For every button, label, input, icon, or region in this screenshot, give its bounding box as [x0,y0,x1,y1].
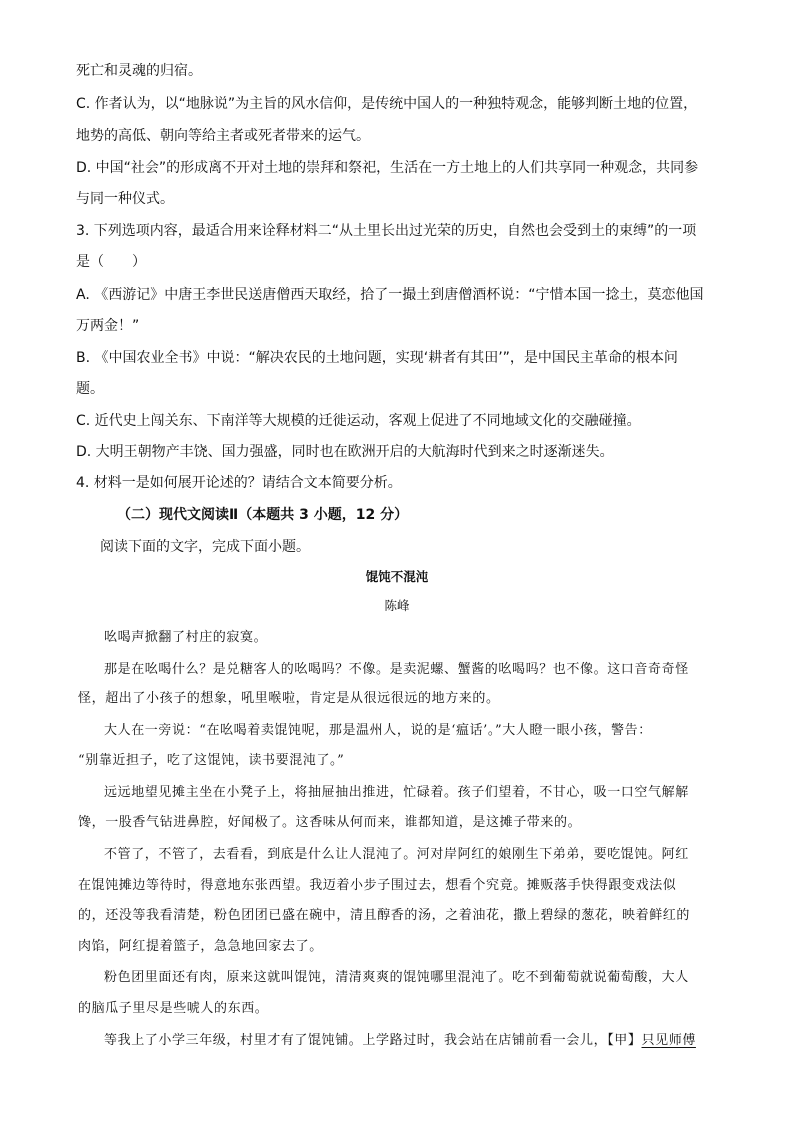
story-paragraph-line: 怪，超出了小孩子的想象，吼里喉啦，肯定是从很远很远的地方来的。 [78,691,500,706]
story-author: 陈峰 [384,598,410,613]
story-paragraph-line: “别靠近担子，吃了这馄饨，读书要混沌了。” [78,753,345,768]
question-3-option-a: A. 《西游记》中唐王李世民送唐僧西天取经，拾了一撮土到唐僧酒杯说：“宁惜本国一捻土，莫恋他国 [76,287,704,303]
question-4: 4. 材料一是如何展开论述的？请结合文本简要分析。 [76,475,402,491]
question-3-option-b: B. 《中国农业全书》中说：“解决农民的土地问题，实现‘耕者有其田’”，是中国民主革命的根本问 [76,350,678,366]
question-3-option-c: C. 近代史上闯关东、下南洋等大规模的迁徙运动，客观上促进了不同地域文化的交融碰撞。 [76,413,641,429]
story-paragraph-line: 肉馅，阿红提着篮子，急急地回家去了。 [78,939,323,954]
story-paragraph-text: 等我上了小学三年级，村里才有了馄饨铺。上学路过时，我会站在店铺前看一会儿，【甲】 [104,1033,642,1048]
story-paragraph-line: 不管了，不管了，去看看，到底是什么让人混沌了。河对岸阿红的娘刚生下弟弟，要吃馄饨。阿红 [104,847,689,862]
story-paragraph-line: 在馄饨摊边等待时，得意地东张西望。我迈着小步子围过去，想看个究竟。摊贩落手快得跟变戏法似 [78,878,677,893]
section-heading: （二）现代文阅读Ⅱ（本题共 3 小题，12 分） [117,507,409,523]
story-paragraph-line: 远远地望见摊主坐在小凳子上，将抽屉抽出推进，忙碌着。孩子们望着，不甘心，吸一口空气解解 [104,785,689,800]
question-3-option-b-continued: 题。 [76,381,104,397]
story-paragraph-line: 的，还没等我看清楚，粉色团团已盛在碗中，清且醇香的汤，之着油花，撒上碧绿的葱花，映着鲜红的 [78,908,691,923]
story-last-line [104,1031,696,1051]
option-c-line: C. 作者认为，以“地脉说”为主旨的风水信仰，是传统中国人的一种独特观念，能够判断土地的位置， [76,96,698,112]
story-paragraph-line: 那是在吆喝什么？是兑糖客人的吆喝吗？不像。是卖泥螺、蟹酱的吆喝吗？也不像。这口音奇奇怪 [104,662,689,677]
option-text-line: 死亡和灵魂的归宿。 [76,63,202,79]
question-3-option-d: D. 大明王朝物产丰饶、国力强盛，同时也在欧洲开启的大航海时代到来之时逐渐迷失。 [76,444,614,460]
story-paragraph-line: 馋，一股香气钻进鼻腔，好闻极了。这香味从何而来，谁都知道，是这摊子带来的。 [78,815,582,830]
option-c-continued: 地势的高低、朝向等给主者或死者带来的运气。 [76,128,370,144]
story-title: 馄饨不混沌 [365,569,429,584]
question-3-stem: 3. 下列选项内容，最适合用来诠释材料二“从土里长出过光荣的历史，自然也会受到土的束缚”的一项 [76,223,697,239]
story-paragraph-line: 吆喝声掀翻了村庄的寂寞。 [104,630,268,645]
story-paragraph-line: 的脑瓜子里尽是些唬人的东西。 [78,1001,269,1016]
question-3-stem-continued: 是（ ） [76,254,146,270]
reading-instruction: 阅读下面的文字，完成下面小题。 [100,539,310,555]
option-d-continued: 与同一种仪式。 [76,191,174,207]
underlined-phrase: 只见师傅 [641,1033,696,1048]
option-d-line: D. 中国“社会”的形成离不开对土地的崇拜和祭祀，生活在一方土地上的人们共享同一种观念，共同参 [76,160,699,176]
story-paragraph-line: 粉色团里面还有肉，原来这就叫馄饨，清清爽爽的馄饨哪里混沌了。吃不到葡萄就说葡萄酸，大人 [104,970,689,985]
question-3-option-a-continued: 万两金！” [76,318,140,334]
story-paragraph-line: 大人在一旁说：“在吆喝着卖馄饨呢，那是温州人，说的是‘瘟话’。”大人瞪一眼小孩，警告： [104,723,652,738]
